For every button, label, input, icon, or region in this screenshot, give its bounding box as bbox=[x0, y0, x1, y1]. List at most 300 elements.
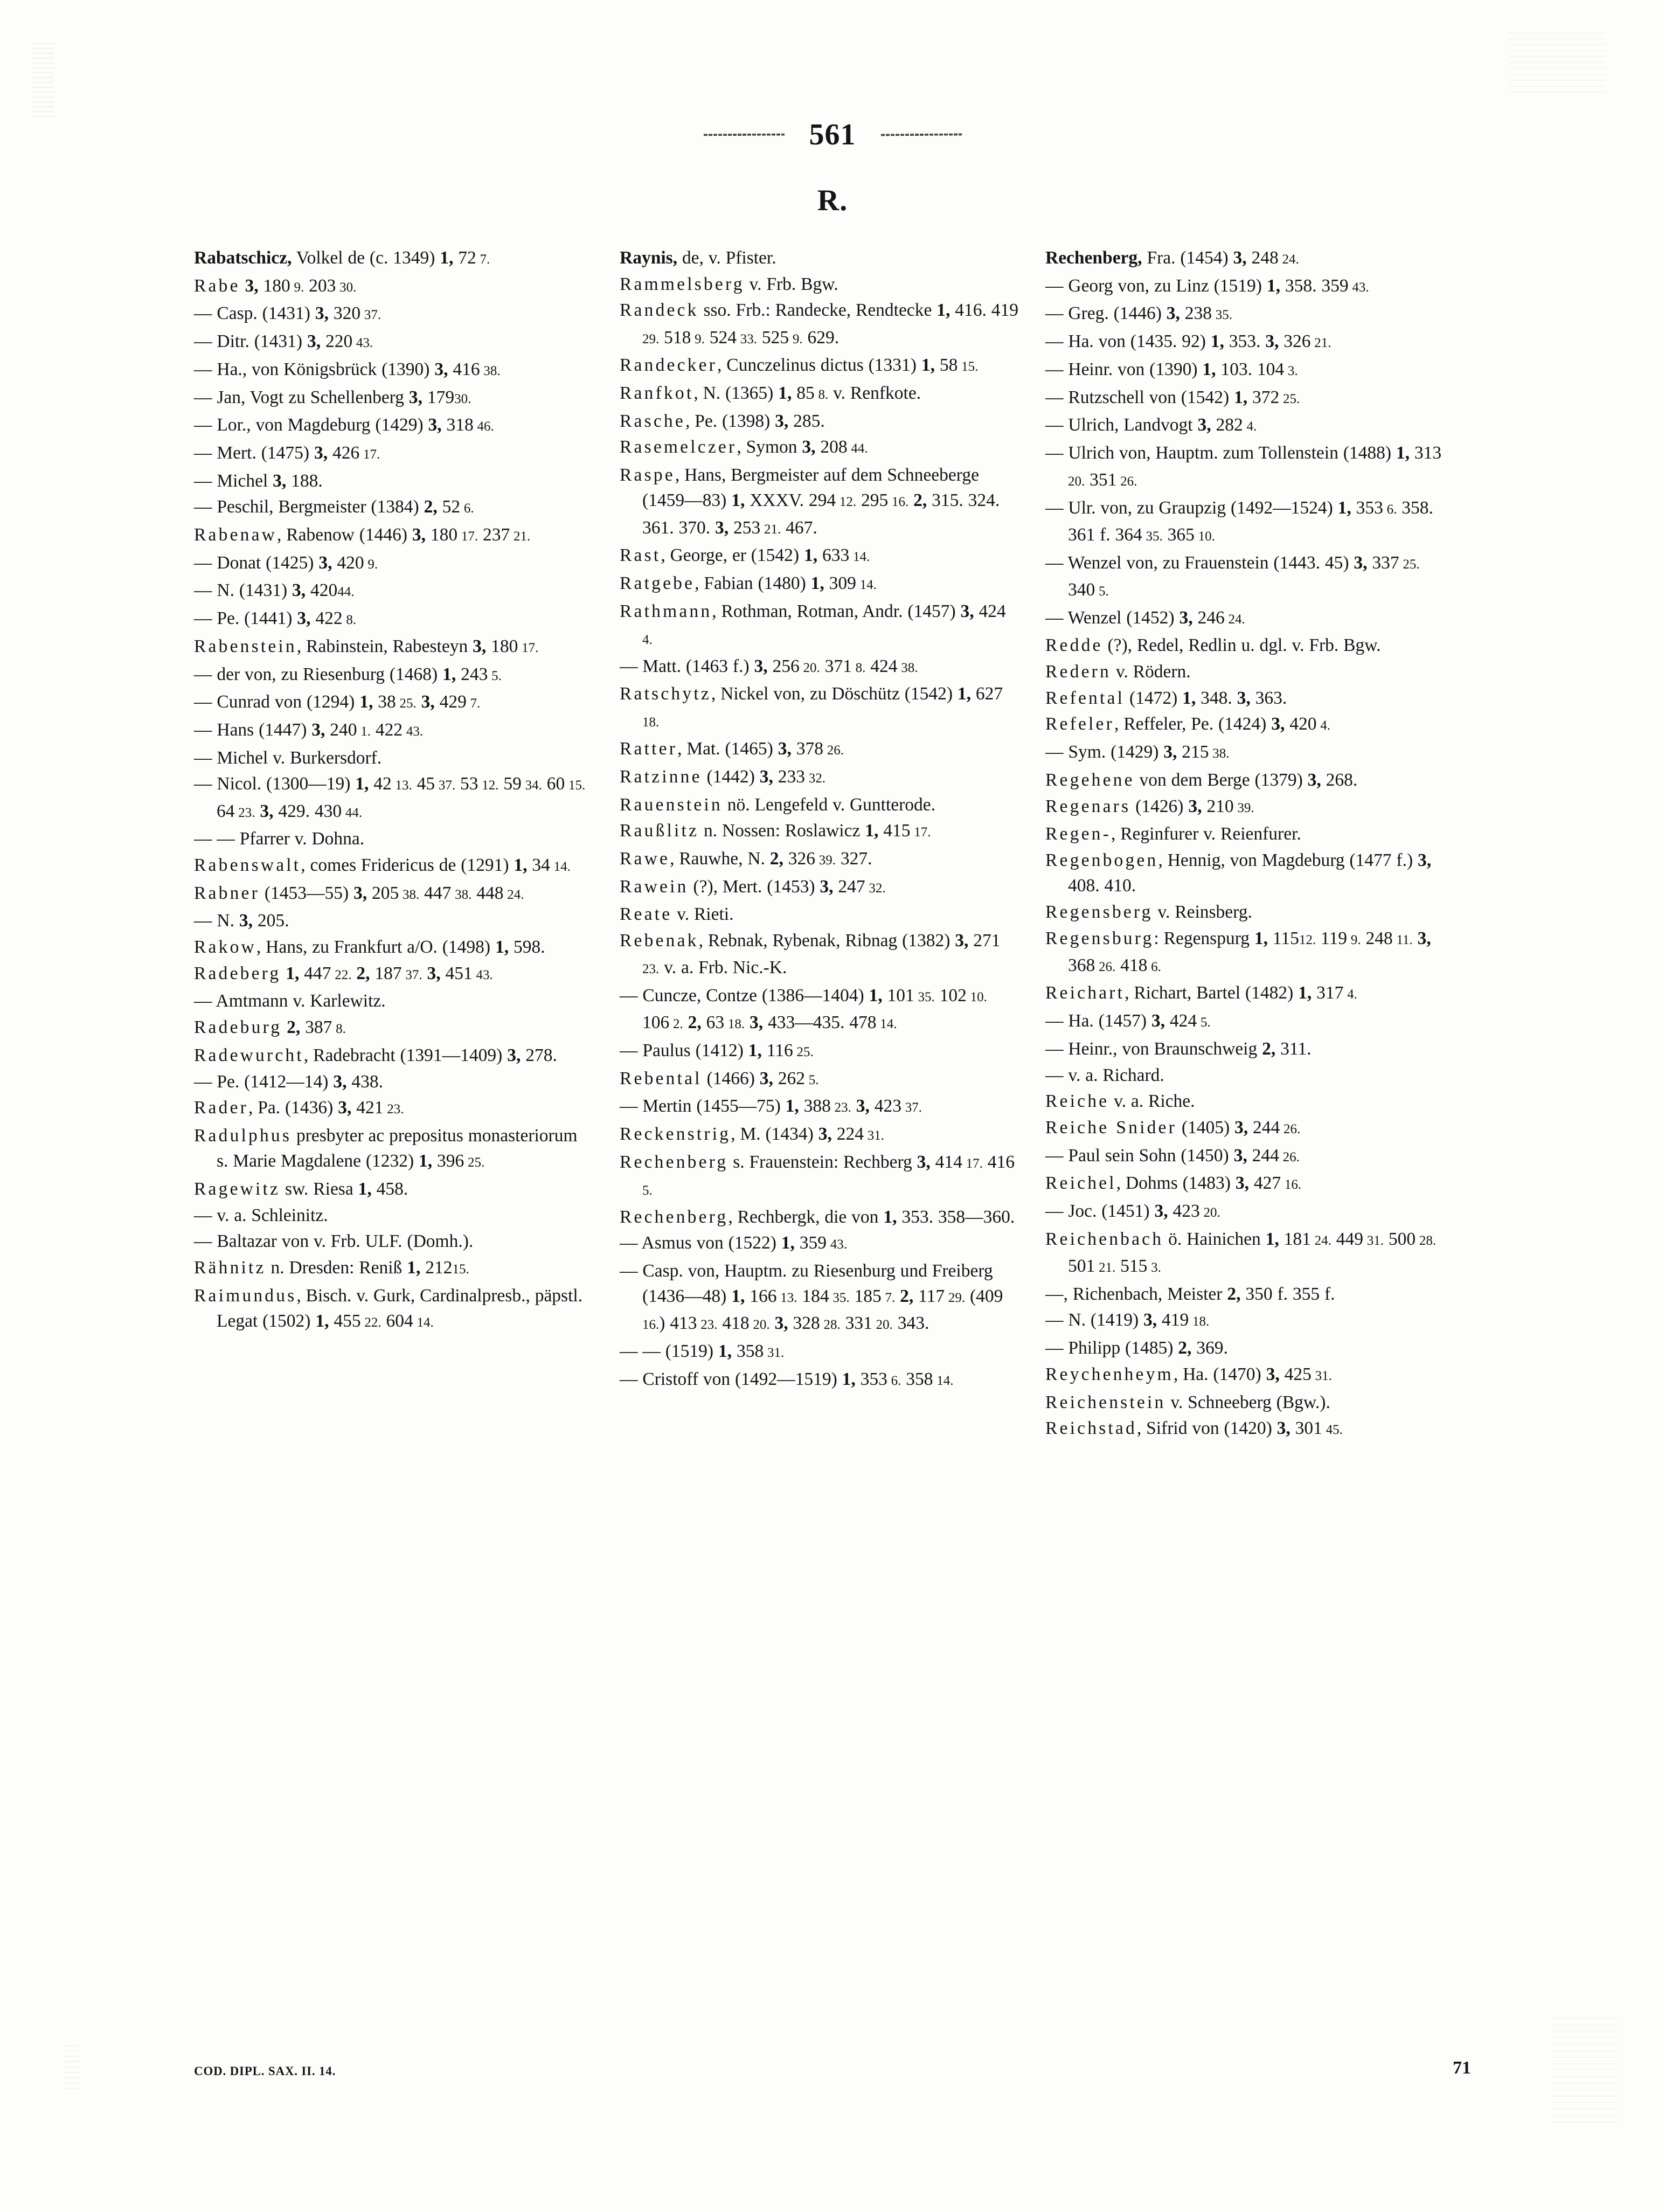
entry-text: — Rutzschell von (1542) bbox=[1045, 387, 1234, 407]
entry-headword: Regenbogen bbox=[1045, 850, 1158, 870]
entry-headword: Rabenaw bbox=[194, 525, 278, 545]
volume-number: 2, bbox=[900, 1286, 914, 1307]
entry-text: 208 bbox=[815, 437, 848, 457]
volume-number: 1, bbox=[1233, 387, 1248, 407]
entry-text: v. Renfkote. bbox=[828, 383, 921, 404]
index-entry bbox=[620, 462, 1018, 542]
volume-number: 1, bbox=[1210, 331, 1224, 352]
line-number: 17. bbox=[518, 640, 539, 655]
volume-number: 1, bbox=[440, 248, 454, 268]
entry-text: 420 bbox=[332, 552, 364, 573]
entry-headword: Redern bbox=[1045, 662, 1111, 682]
line-number: 14. bbox=[876, 1017, 897, 1032]
index-entry bbox=[1045, 1390, 1444, 1415]
volume-number: 3, bbox=[314, 442, 328, 463]
entry-text: 419 bbox=[1157, 1310, 1189, 1330]
volume-number: 1, bbox=[869, 985, 883, 1006]
entry-text: , Hans, zu Frankfurt a/O. (1498) bbox=[256, 937, 495, 958]
entry-text: 116 bbox=[761, 1040, 793, 1060]
line-number: 14. bbox=[856, 577, 877, 592]
index-subentry bbox=[1045, 739, 1444, 766]
entry-text: 248 bbox=[1246, 248, 1279, 268]
line-number: 10. bbox=[1194, 529, 1215, 544]
index-subentry bbox=[194, 689, 593, 716]
entry-text: 326 bbox=[783, 848, 816, 869]
volume-number: 1, bbox=[1182, 688, 1196, 708]
entry-text: 425 bbox=[1279, 1364, 1312, 1384]
entry-text: 271 bbox=[968, 931, 1001, 951]
entry-text: — Baltazar von v. Frb. ULF. (Domh.). bbox=[194, 1231, 474, 1252]
entry-text: 427 bbox=[1248, 1173, 1281, 1194]
entry-text: — N. (1419) bbox=[1045, 1310, 1144, 1330]
entry-headword: Reichenbach bbox=[1045, 1229, 1164, 1249]
index-entry bbox=[1045, 633, 1444, 658]
volume-number: 1, bbox=[883, 1206, 897, 1227]
entry-headword: Ranfkot bbox=[620, 383, 694, 404]
line-number: 21. bbox=[510, 529, 531, 544]
entry-text: 424 bbox=[1165, 1011, 1197, 1031]
index-entry bbox=[620, 272, 1018, 297]
entry-headword: Reiche bbox=[1045, 1091, 1109, 1112]
index-subentry bbox=[194, 468, 593, 494]
entry-text bbox=[417, 692, 421, 712]
entry-text: 423 bbox=[1168, 1201, 1200, 1222]
entry-text: 103. 104 bbox=[1216, 359, 1285, 379]
entry-text: — Philipp (1485) bbox=[1045, 1338, 1178, 1358]
entry-text: 58 bbox=[934, 355, 958, 376]
line-number: 15. bbox=[565, 778, 586, 793]
entry-text: 315. 324. 361. 370. bbox=[642, 490, 1000, 538]
volume-number: 3, bbox=[917, 1152, 931, 1172]
entry-text: 117 bbox=[913, 1286, 945, 1307]
entry-text: 331 bbox=[840, 1313, 872, 1334]
entry-text: , Rechbergk, die von bbox=[728, 1206, 884, 1227]
entry-text: 348. bbox=[1196, 688, 1237, 708]
line-number: 14. bbox=[413, 1315, 434, 1330]
entry-text: 243 bbox=[456, 664, 488, 684]
volume-number: 2, bbox=[287, 1017, 301, 1038]
entry-text: 455 bbox=[329, 1310, 361, 1331]
index-subentry bbox=[1045, 273, 1444, 300]
entry-text: 447 bbox=[419, 883, 452, 903]
line-number: 23. bbox=[234, 805, 255, 820]
entry-text: — Mert. (1475) bbox=[194, 442, 314, 463]
entry-text: 337 bbox=[1367, 552, 1399, 573]
volume-number: 3, bbox=[1265, 331, 1279, 352]
volume-number: 3, bbox=[353, 883, 367, 903]
entry-text: 629. bbox=[802, 327, 840, 348]
index-subentry bbox=[194, 745, 593, 771]
index-subentry bbox=[194, 606, 593, 633]
entry-text: v. a. Frb. Nic.-K. bbox=[659, 958, 787, 978]
line-number: 21. bbox=[1310, 336, 1331, 351]
entry-headword: Rebenak bbox=[620, 931, 699, 951]
index-subentry bbox=[194, 717, 593, 744]
volume-number: 2, bbox=[424, 497, 438, 517]
line-number: 24. bbox=[1310, 1233, 1331, 1248]
index-subentry bbox=[1045, 1036, 1444, 1062]
volume-number: 3, bbox=[856, 1096, 870, 1117]
entry-text: sso. Frb.: Randecke, Rendtecke bbox=[698, 300, 937, 321]
entry-text: , Rothman, Rotman, Andr. (1457) bbox=[712, 601, 961, 621]
entry-text: — v. a. Richard. bbox=[1045, 1065, 1164, 1085]
entry-text: 458. bbox=[371, 1178, 408, 1199]
entry-text: (?), Mert. (1453) bbox=[688, 876, 820, 897]
entry-text: : Regenspurg bbox=[1154, 928, 1254, 948]
entry-text: 205 bbox=[367, 883, 399, 903]
line-number: 26. bbox=[823, 743, 844, 758]
volume-number: 1, bbox=[355, 774, 369, 794]
index-subentry bbox=[1045, 495, 1444, 549]
entry-text: 408. 410. bbox=[1068, 876, 1136, 896]
index-subentry bbox=[194, 1203, 593, 1228]
index-subentry bbox=[194, 826, 593, 851]
entry-text: 433—435. 478 bbox=[763, 1013, 877, 1033]
line-number: 8. bbox=[851, 660, 866, 675]
entry-headword: Regensburg bbox=[1045, 928, 1154, 948]
entry-text: 311. bbox=[1275, 1038, 1312, 1059]
volume-number: 3, bbox=[1154, 1201, 1168, 1222]
entry-text: — Greg. (1446) bbox=[1045, 303, 1167, 324]
entry-headword: Regensberg bbox=[1045, 902, 1153, 922]
entry-text: , Radebracht (1391—1409) bbox=[303, 1045, 508, 1065]
entry-text: 363. bbox=[1250, 688, 1287, 708]
index-entry bbox=[620, 736, 1018, 763]
index-columns bbox=[194, 245, 1466, 1444]
entry-text: — Cunrad von (1294) bbox=[194, 692, 360, 712]
entry-text: 371 bbox=[820, 656, 852, 676]
volume-number: 1, bbox=[514, 855, 528, 875]
entry-text: 421 bbox=[351, 1098, 384, 1118]
index-entry bbox=[1045, 767, 1444, 793]
index-entry bbox=[620, 1149, 1018, 1203]
volume-number: 3, bbox=[292, 580, 306, 601]
entry-text: v. Frb. Bgw. bbox=[744, 274, 838, 294]
volume-number: 3, bbox=[1188, 796, 1202, 816]
line-number: 4. bbox=[1343, 987, 1357, 1002]
line-number: 24. bbox=[1224, 612, 1245, 627]
entry-headword: Reiche Snider bbox=[1045, 1118, 1177, 1138]
volume-number: 1, bbox=[731, 1286, 745, 1307]
entry-text: 424 bbox=[974, 601, 1006, 621]
line-number: 35. bbox=[914, 989, 935, 1004]
entry-text: 318 bbox=[441, 415, 474, 435]
entry-text: 180 bbox=[486, 636, 518, 656]
entry-text: 233 bbox=[773, 766, 805, 787]
entry-headword: Rabenstein bbox=[194, 636, 297, 656]
volume-number: 1, bbox=[1254, 928, 1268, 948]
entry-text bbox=[281, 963, 286, 983]
line-number: 25. bbox=[1279, 391, 1300, 406]
volume-number: 1, bbox=[718, 1341, 732, 1362]
entry-text: 353 bbox=[855, 1369, 887, 1389]
line-number: 35. bbox=[1212, 308, 1233, 323]
entry-text: Volkel de (c. 1349) bbox=[292, 248, 440, 268]
entry-text: — Georg von, zu Linz (1519) bbox=[1045, 275, 1267, 296]
volume-number: 2, bbox=[769, 848, 783, 869]
entry-text: von dem Berge (1379) bbox=[1134, 769, 1308, 790]
entry-text: — Asmus von (1522) bbox=[620, 1233, 781, 1253]
volume-number: 3, bbox=[260, 801, 274, 821]
entry-text: 396 bbox=[432, 1151, 464, 1171]
index-subentry bbox=[194, 440, 593, 467]
index-entry bbox=[194, 1015, 593, 1042]
entry-text: , Bisch. v. Gurk, Cardinalpresb., päpstl. Legat (1502) bbox=[217, 1285, 583, 1331]
volume-number: 3, bbox=[1235, 1173, 1249, 1194]
entry-text: 253 bbox=[729, 517, 761, 538]
line-number: 31. bbox=[1363, 1233, 1384, 1248]
line-number: 22. bbox=[331, 967, 352, 982]
volume-number: 3, bbox=[297, 608, 311, 629]
entry-text: , Hennig, von Magdeburg (1477 f.) bbox=[1158, 850, 1418, 870]
volume-number: 3, bbox=[1197, 415, 1211, 435]
entry-text: 414 bbox=[930, 1152, 962, 1172]
line-number: 15. bbox=[958, 359, 979, 375]
entry-text: — Ha. von (1435. 92) bbox=[1045, 331, 1211, 352]
index-entry bbox=[1045, 1088, 1444, 1114]
entry-text: 328 bbox=[788, 1313, 820, 1334]
entry-text: de, v. Pfister. bbox=[677, 248, 776, 268]
index-subentry bbox=[194, 329, 593, 356]
entry-text: — Casp. (1431) bbox=[194, 303, 315, 324]
line-number: 37. bbox=[901, 1100, 922, 1115]
line-number: 35. bbox=[829, 1291, 850, 1306]
column-3 bbox=[1045, 245, 1444, 1444]
line-number: 46. bbox=[473, 419, 494, 434]
volume-number: 3, bbox=[1143, 1310, 1157, 1330]
entry-text: 369. bbox=[1191, 1338, 1228, 1358]
entry-headword: Ratgebe bbox=[620, 573, 695, 593]
entry-headword: Reychenheym bbox=[1045, 1364, 1174, 1384]
line-number: 31. bbox=[863, 1128, 884, 1143]
line-number: 21. bbox=[760, 522, 781, 537]
entry-text: 438. bbox=[346, 1071, 383, 1092]
entry-headword: Reichstad bbox=[1045, 1418, 1137, 1439]
entry-text: , Hans, Bergmeister auf dem Schneeberge (1459—83) bbox=[642, 465, 979, 511]
entry-text: 378 bbox=[791, 739, 823, 759]
entry-text: — Wenzel (1452) bbox=[1045, 607, 1180, 628]
entry-headword: Rathmann bbox=[620, 601, 712, 621]
entry-text: 203 bbox=[304, 275, 336, 296]
entry-text: 358. 359 bbox=[1280, 275, 1349, 296]
volume-number: 3, bbox=[775, 411, 789, 431]
entry-text: 416 bbox=[982, 1152, 1015, 1172]
volume-number: 3, bbox=[428, 415, 442, 435]
entry-text: 240 bbox=[325, 719, 357, 740]
entry-text: 518 bbox=[659, 327, 691, 348]
entry-headword: Raspe bbox=[620, 465, 675, 486]
entry-headword: Raynis, bbox=[620, 248, 678, 268]
scan-noise-top-right bbox=[1509, 32, 1606, 97]
index-entry bbox=[194, 1283, 593, 1335]
line-number: 10. bbox=[966, 989, 987, 1004]
entry-text: 34 bbox=[527, 855, 550, 875]
entry-headword: Rast bbox=[620, 545, 661, 566]
index-entry bbox=[620, 380, 1018, 407]
entry-text: 256 bbox=[767, 656, 800, 676]
entry-text: 598. bbox=[509, 937, 545, 958]
entry-text: , Sifrid von (1420) bbox=[1136, 1418, 1277, 1439]
entry-text: 358. 361 f. 364 bbox=[1068, 497, 1433, 545]
entry-text: 53 bbox=[455, 774, 478, 794]
index-subentry bbox=[194, 494, 593, 521]
index-subentry bbox=[1045, 440, 1444, 494]
entry-headword: Radulphus bbox=[194, 1126, 292, 1146]
index-entry bbox=[620, 408, 1018, 434]
index-entry bbox=[620, 1121, 1018, 1148]
volume-number: 2, bbox=[1262, 1038, 1276, 1059]
entry-headword: Raimundus bbox=[194, 1285, 297, 1306]
entry-text: nö. Lengefeld v. Guntterode. bbox=[722, 794, 936, 815]
volume-number: 1, bbox=[778, 383, 792, 404]
entry-text: — Ditr. (1431) bbox=[194, 331, 307, 352]
line-number: 5. bbox=[1095, 584, 1109, 599]
volume-number: 1, bbox=[921, 355, 935, 376]
entry-headword: Refeler bbox=[1045, 714, 1114, 734]
line-number: 38. bbox=[399, 887, 420, 902]
entry-text: , Nickel von, zu Döschütz (1542) bbox=[711, 684, 958, 704]
volume-number: 3, bbox=[1271, 714, 1285, 734]
entry-text: 64 bbox=[217, 801, 235, 821]
index-entry bbox=[620, 928, 1018, 982]
index-subentry bbox=[1045, 1281, 1444, 1307]
index-entry bbox=[620, 1066, 1018, 1093]
volume-number: 3, bbox=[778, 739, 792, 759]
column-2 bbox=[620, 245, 1018, 1444]
entry-headword: Rasemelczer bbox=[620, 437, 737, 457]
index-entry bbox=[620, 543, 1018, 570]
volume-number: 3, bbox=[955, 931, 969, 951]
volume-number: 3, bbox=[1418, 850, 1432, 870]
index-subentry bbox=[1045, 605, 1444, 632]
index-entry bbox=[1045, 659, 1444, 684]
entry-headword: Redde bbox=[1045, 635, 1103, 656]
volume-number: 2, bbox=[688, 1013, 702, 1033]
line-number: 28. bbox=[1416, 1233, 1437, 1248]
index-subentry bbox=[1045, 1143, 1444, 1170]
index-entry bbox=[620, 1204, 1018, 1230]
index-entry bbox=[194, 1095, 593, 1122]
volume-number: 3, bbox=[1151, 1011, 1165, 1031]
section-letter-heading: R. bbox=[817, 184, 848, 217]
entry-text: — Heinr., von Braunschweig bbox=[1045, 1038, 1262, 1059]
line-number: 7. bbox=[466, 696, 481, 711]
entry-text: — Nicol. (1300—19) bbox=[194, 774, 356, 794]
entry-headword: Reichel bbox=[1045, 1173, 1116, 1194]
index-entry bbox=[194, 1123, 593, 1175]
volume-number: 2, bbox=[1178, 1338, 1192, 1358]
line-number: 6. bbox=[1147, 959, 1161, 974]
entry-text: , Rauwhe, N. bbox=[670, 848, 770, 869]
entry-headword: Raußlitz bbox=[620, 821, 699, 841]
entry-text: — v. a. Schleinitz. bbox=[194, 1205, 328, 1225]
entry-headword: Rawe bbox=[620, 848, 670, 869]
volume-number: 3, bbox=[1163, 742, 1177, 762]
index-entry bbox=[1045, 685, 1444, 711]
line-number: 32. bbox=[804, 771, 825, 786]
line-number: 14. bbox=[849, 550, 870, 565]
entry-text: 424 bbox=[865, 656, 898, 676]
index-subentry bbox=[1045, 1335, 1444, 1361]
entry-text: — Mertin (1455—75) bbox=[620, 1096, 786, 1117]
line-number: 6. bbox=[887, 1373, 901, 1388]
index-entry bbox=[620, 681, 1018, 735]
entry-text: 351 bbox=[1085, 470, 1117, 490]
index-subentry bbox=[194, 662, 593, 689]
entry-text: (409 bbox=[965, 1286, 1003, 1307]
entry-text: — N. bbox=[194, 911, 239, 931]
volume-number: 1, bbox=[407, 1258, 421, 1278]
entry-text: 525 bbox=[757, 327, 789, 348]
entry-headword: Rähnitz bbox=[194, 1258, 266, 1278]
volume-number: 3, bbox=[1237, 688, 1251, 708]
index-entry bbox=[620, 434, 1018, 461]
entry-headword: Ratzinne bbox=[620, 766, 702, 787]
volume-number: 3, bbox=[1234, 1118, 1248, 1138]
entry-text: — Paul sein Sohn (1450) bbox=[1045, 1145, 1234, 1166]
volume-signature: COD. DIPL. SAX. II. 14. bbox=[194, 2064, 336, 2078]
entry-headword: Rabatschicz, bbox=[194, 248, 292, 268]
index-entry bbox=[1045, 1226, 1444, 1280]
line-number: 45. bbox=[1322, 1423, 1343, 1438]
volume-number: 3, bbox=[473, 636, 487, 656]
volume-number: 1, bbox=[419, 1151, 433, 1171]
entry-text: 268. bbox=[1321, 769, 1358, 790]
sheet-number: 71 bbox=[1453, 2058, 1471, 2078]
index-subentry bbox=[620, 1339, 1018, 1365]
line-number: 9. bbox=[364, 557, 378, 572]
volume-number: 1, bbox=[315, 1310, 329, 1331]
entry-text: 500 bbox=[1384, 1229, 1416, 1249]
line-number: 16. bbox=[1281, 1177, 1302, 1192]
volume-number: 1, bbox=[785, 1096, 799, 1117]
line-number: 43. bbox=[403, 724, 424, 739]
entry-text: 633 bbox=[817, 545, 850, 566]
entry-text: 418 bbox=[717, 1313, 750, 1334]
line-number: 38. bbox=[451, 887, 472, 902]
volume-number: 3, bbox=[960, 601, 974, 621]
line-number: 3. bbox=[1284, 363, 1298, 378]
entry-text: — Joc. (1451) bbox=[1045, 1201, 1155, 1222]
volume-number: 3, bbox=[1417, 928, 1431, 948]
index-entry bbox=[620, 297, 1018, 351]
scan-noise-bottom-left bbox=[65, 2045, 79, 2093]
header-rule-left bbox=[703, 134, 784, 136]
index-subentry bbox=[1045, 301, 1444, 328]
scan-noise-left bbox=[32, 43, 54, 119]
line-number: 16. bbox=[888, 495, 909, 510]
volume-number: 3, bbox=[750, 1013, 764, 1033]
line-number: 2. bbox=[669, 1017, 683, 1032]
line-number: 5. bbox=[804, 1072, 819, 1087]
entry-headword: Refental bbox=[1045, 688, 1125, 708]
entry-text: 388 bbox=[799, 1096, 831, 1117]
entry-text: 340 bbox=[1068, 579, 1095, 600]
volume-number: 1, bbox=[803, 545, 818, 566]
entry-text bbox=[851, 1096, 856, 1116]
index-entry bbox=[620, 902, 1018, 927]
entry-text: — Amtmann v. Karlewitz. bbox=[194, 991, 386, 1011]
entry-text: 320 bbox=[328, 303, 361, 324]
volume-number: 3, bbox=[759, 1068, 773, 1088]
line-number: 44. bbox=[337, 585, 355, 600]
volume-number: 3, bbox=[427, 963, 441, 983]
entry-text: — Ha., von Königsbrück (1390) bbox=[194, 359, 435, 379]
entry-text: 448 bbox=[471, 883, 504, 903]
entry-text: 102 bbox=[934, 985, 967, 1006]
index-subentry bbox=[194, 908, 593, 933]
entry-text: v. a. Riche. bbox=[1109, 1091, 1195, 1112]
